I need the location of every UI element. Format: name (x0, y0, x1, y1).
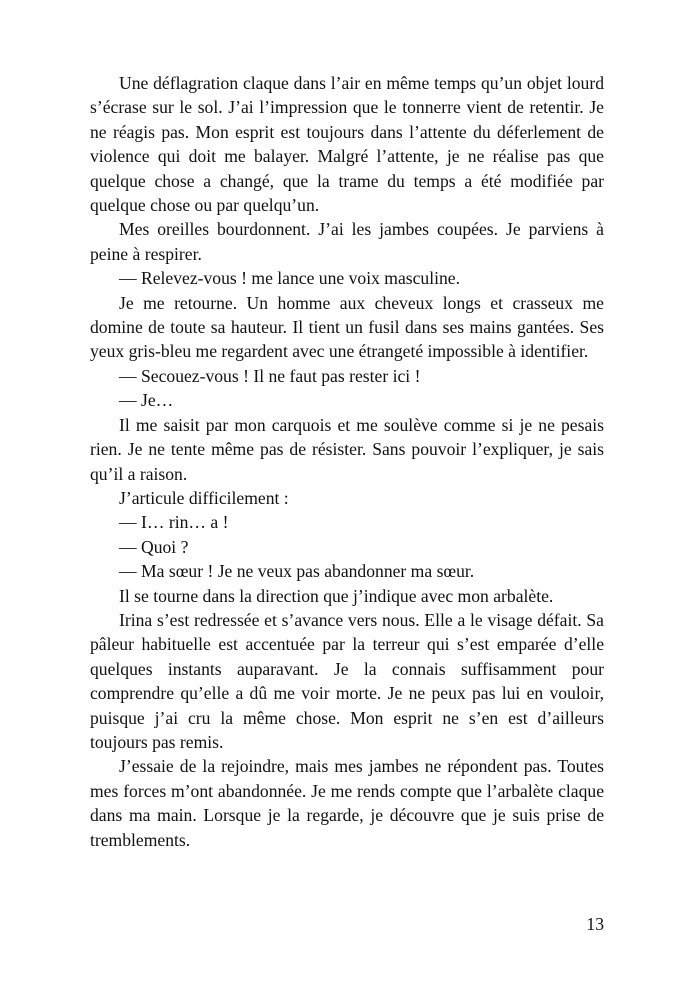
dialogue-line: — Quoi ? (119, 536, 189, 557)
paragraph: Irina s’est redressée et s’avance vers nous. Elle a le visage défait. Sa pâleur habituelle est accentuée par la terreur qui s’est emparée d’elle quelques instants auparavant. Je la connais suffisamment pour comprendre qu’elle a dû me voir morte. Je ne peux pas lui en vouloir, puisque j’ai cru la même chose. Mon esprit ne s’en est d’ailleurs toujours pas remis. (90, 609, 604, 752)
paragraph: Il me saisit par mon carquois et me soulève comme si je ne pesais rien. Je ne tente même pas de résister. Sans pouvoir l’expliquer, je sais qu’il a raison. (90, 414, 604, 484)
paragraph: Je me retourne. Un homme aux cheveux longs et crasseux me domine de toute sa hauteur. Il tient un fusil dans ses mains gantées. Ses yeux gris-bleu me regardent avec une étrangeté impossible à identifier. (90, 292, 604, 362)
paragraph: Il se tourne dans la direction que j’indique avec mon arbalète. (119, 585, 554, 606)
dialogue-line: — Ma sœur ! Je ne veux pas abandonner ma sœur. (119, 561, 475, 582)
page-number: 13 (586, 914, 604, 934)
paragraph: J’essaie de la rejoindre, mais mes jambes ne répondent pas. Toutes mes forces m’ont abandonnée. Je me rends compte que l’arbalète claque dans ma main. Lorsque je la regarde, je découvre que je suis prise de tremblements. (90, 756, 604, 850)
dialogue-line: — Secouez-vous ! Il ne faut pas rester ici ! (119, 365, 421, 386)
dialogue-line: — I… rin… a ! (119, 512, 229, 533)
body-text (90, 71, 604, 852)
paragraph: Une déflagration claque dans l’air en même temps qu’un objet lourd s’écrase sur le sol. J’ai l’impression que le tonnerre vient de retentir. Je ne réagis pas. Mon esprit est toujours dans l’attente du déferlement de violence qui doit me balayer. Malgré l’attente, je ne réalise pas que quelque chose a changé, que la trame du temps a été modifiée par quelque chose ou par quelqu’un. (90, 73, 604, 216)
dialogue-line: — Relevez-vous ! me lance une voix masculine. (119, 268, 461, 289)
dialogue-line: — Je… (119, 390, 174, 411)
paragraph: Mes oreilles bourdonnent. J’ai les jambes coupées. Je parviens à peine à respirer. (90, 219, 604, 264)
paragraph: J’articule difficilement : (119, 487, 289, 508)
